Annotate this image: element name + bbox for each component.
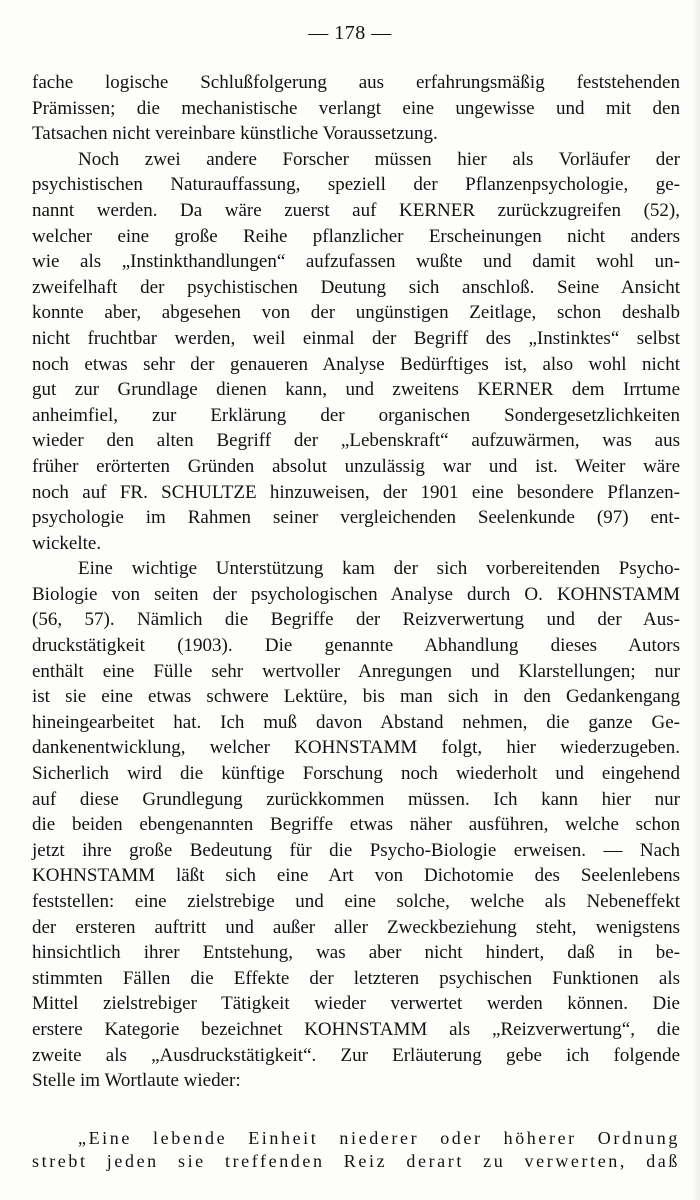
text-line: wickelte. <box>32 532 102 554</box>
text-line: welcher eine große Reihe pflanzlicher Erscheinungen nicht anders <box>32 225 680 247</box>
text-line: Biologie von seiten der psychologischen Analyse durch O. KOHNSTAMM <box>32 583 680 605</box>
text-line: druckstätigkeit (1903). Die genannte Abhandlung dieses Autors <box>32 635 680 657</box>
text-line: fache logische Schlußfolgerung aus erfahrungsmäßig feststehenden <box>32 72 680 93</box>
text-line: zweite als „Ausdruckstätigkeit“. Zur Erläuterung gebe ich folgende <box>32 1044 680 1066</box>
text-line: Tatsachen nicht vereinbare künstliche Voraussetzung. <box>32 123 438 145</box>
text-line: Stelle im Wortlaute wieder: <box>32 1070 241 1092</box>
text-line: Sicherlich wird die künftige Forschung noch wiederholt und eingehend <box>32 763 680 785</box>
text-line: zweifelhaft der psychistischen Deutung sich anschloß. Seine Ansicht <box>32 276 680 298</box>
text-line: KOHNSTAMM läßt sich eine Art von Dichotomie des Seelenlebens <box>32 865 680 887</box>
text-line: Prämissen; die mechanistische verlangt eine ungewisse und mit den <box>32 97 680 119</box>
text-line: wieder den alten Begriff der „Lebenskraft“ aufzuwärmen, was aus <box>32 430 680 452</box>
page-edge-shadow <box>692 0 700 1200</box>
text-line: gut zur Grundlage dienen kann, und zweitens KERNER dem Irrtume <box>32 379 680 401</box>
quote-line: strebt jeden sie treffenden Reiz derart zu verwerten, daß <box>32 1151 680 1171</box>
text-line: ist sie eine etwas schwere Lektüre, bis man sich in den Gedankengang <box>32 686 680 708</box>
text-line: psychologie im Rahmen seiner vergleichenden Seelenkunde (97) ent- <box>32 507 680 529</box>
block-quote <box>32 1127 680 1173</box>
text-line: auf diese Grundlegung zurückkommen müssen. Ich kann hier nur <box>32 788 680 810</box>
text-line: stimmten Fällen die Effekte der letzteren psychischen Funktionen als <box>32 967 680 989</box>
text-line: nannt werden. Da wäre zuerst auf KERNER zurückzugreifen (52), <box>32 199 680 221</box>
text-line: nicht fruchtbar werden, weil einmal der Begriff des „Instinktes“ selbst <box>32 327 680 349</box>
text-line: feststellen: eine zielstrebige und eine solche, welche als Nebeneffekt <box>32 891 680 912</box>
text-line: früher erörterten Gründen absolut unzulässig war und ist. Weiter wäre <box>32 455 680 477</box>
text-line: (56, 57). Nämlich die Begriffe der Reizverwertung und der Aus- <box>32 609 680 631</box>
text-line: Noch zwei andere Forscher müssen hier als Vorläufer der <box>78 148 680 170</box>
text-line: der ersteren auftritt und außer aller Zweckbeziehung steht, wenigstens <box>32 916 680 938</box>
text-line: die beiden ebengenannten Begriffe etwas näher ausführen, welche schon <box>32 814 680 836</box>
text-line: enthält eine Fülle sehr wertvoller Anregungen und Klarstellungen; nur <box>32 660 680 682</box>
text-line: hinsichtlich ihrer Entstehung, was aber nicht hindert, daß in be- <box>32 942 680 964</box>
body-text <box>32 70 680 1094</box>
text-line: jetzt ihre große Bedeutung für die Psycho-Biologie erweisen. — Nach <box>32 839 680 861</box>
text-line: Eine wichtige Unterstützung kam der sich vorbereitenden Psycho- <box>78 558 680 580</box>
text-line: hineingearbeitet hat. Ich muß davon Abstand nehmen, die ganze Ge- <box>32 711 680 733</box>
page-number: — 178 — <box>308 22 392 44</box>
text-line: anheimfiel, zur Erklärung der organischen Sondergesetzlichkeiten <box>32 404 680 426</box>
text-line: dankenentwicklung, welcher KOHNSTAMM folgt, hier wiederzugeben. <box>32 737 680 759</box>
text-line: psychistischen Naturauffassung, speziell der Pflanzenpsychologie, ge- <box>32 174 680 196</box>
quote-line: „Eine lebende Einheit niederer oder höherer Ordnung <box>78 1128 680 1148</box>
text-line: noch auf FR. SCHULTZE hinzuweisen, der 1901 eine besondere Pflanzen- <box>32 481 680 503</box>
text-line: erstere Kategorie bezeichnet KOHNSTAMM als „Reizverwertung“, die <box>32 1018 680 1040</box>
text-line: konnte aber, abgesehen von der ungünstigen Zeitlage, schon deshalb <box>32 302 680 324</box>
text-line: wie als „Instinkthandlungen“ aufzufassen wußte und damit wohl un- <box>32 251 680 273</box>
text-line: Mittel zielstrebiger Tätigkeit wieder verwertet werden können. Die <box>32 993 680 1015</box>
text-line: noch etwas sehr der genaueren Analyse Bedürftiges ist, also wohl nicht <box>32 353 680 375</box>
